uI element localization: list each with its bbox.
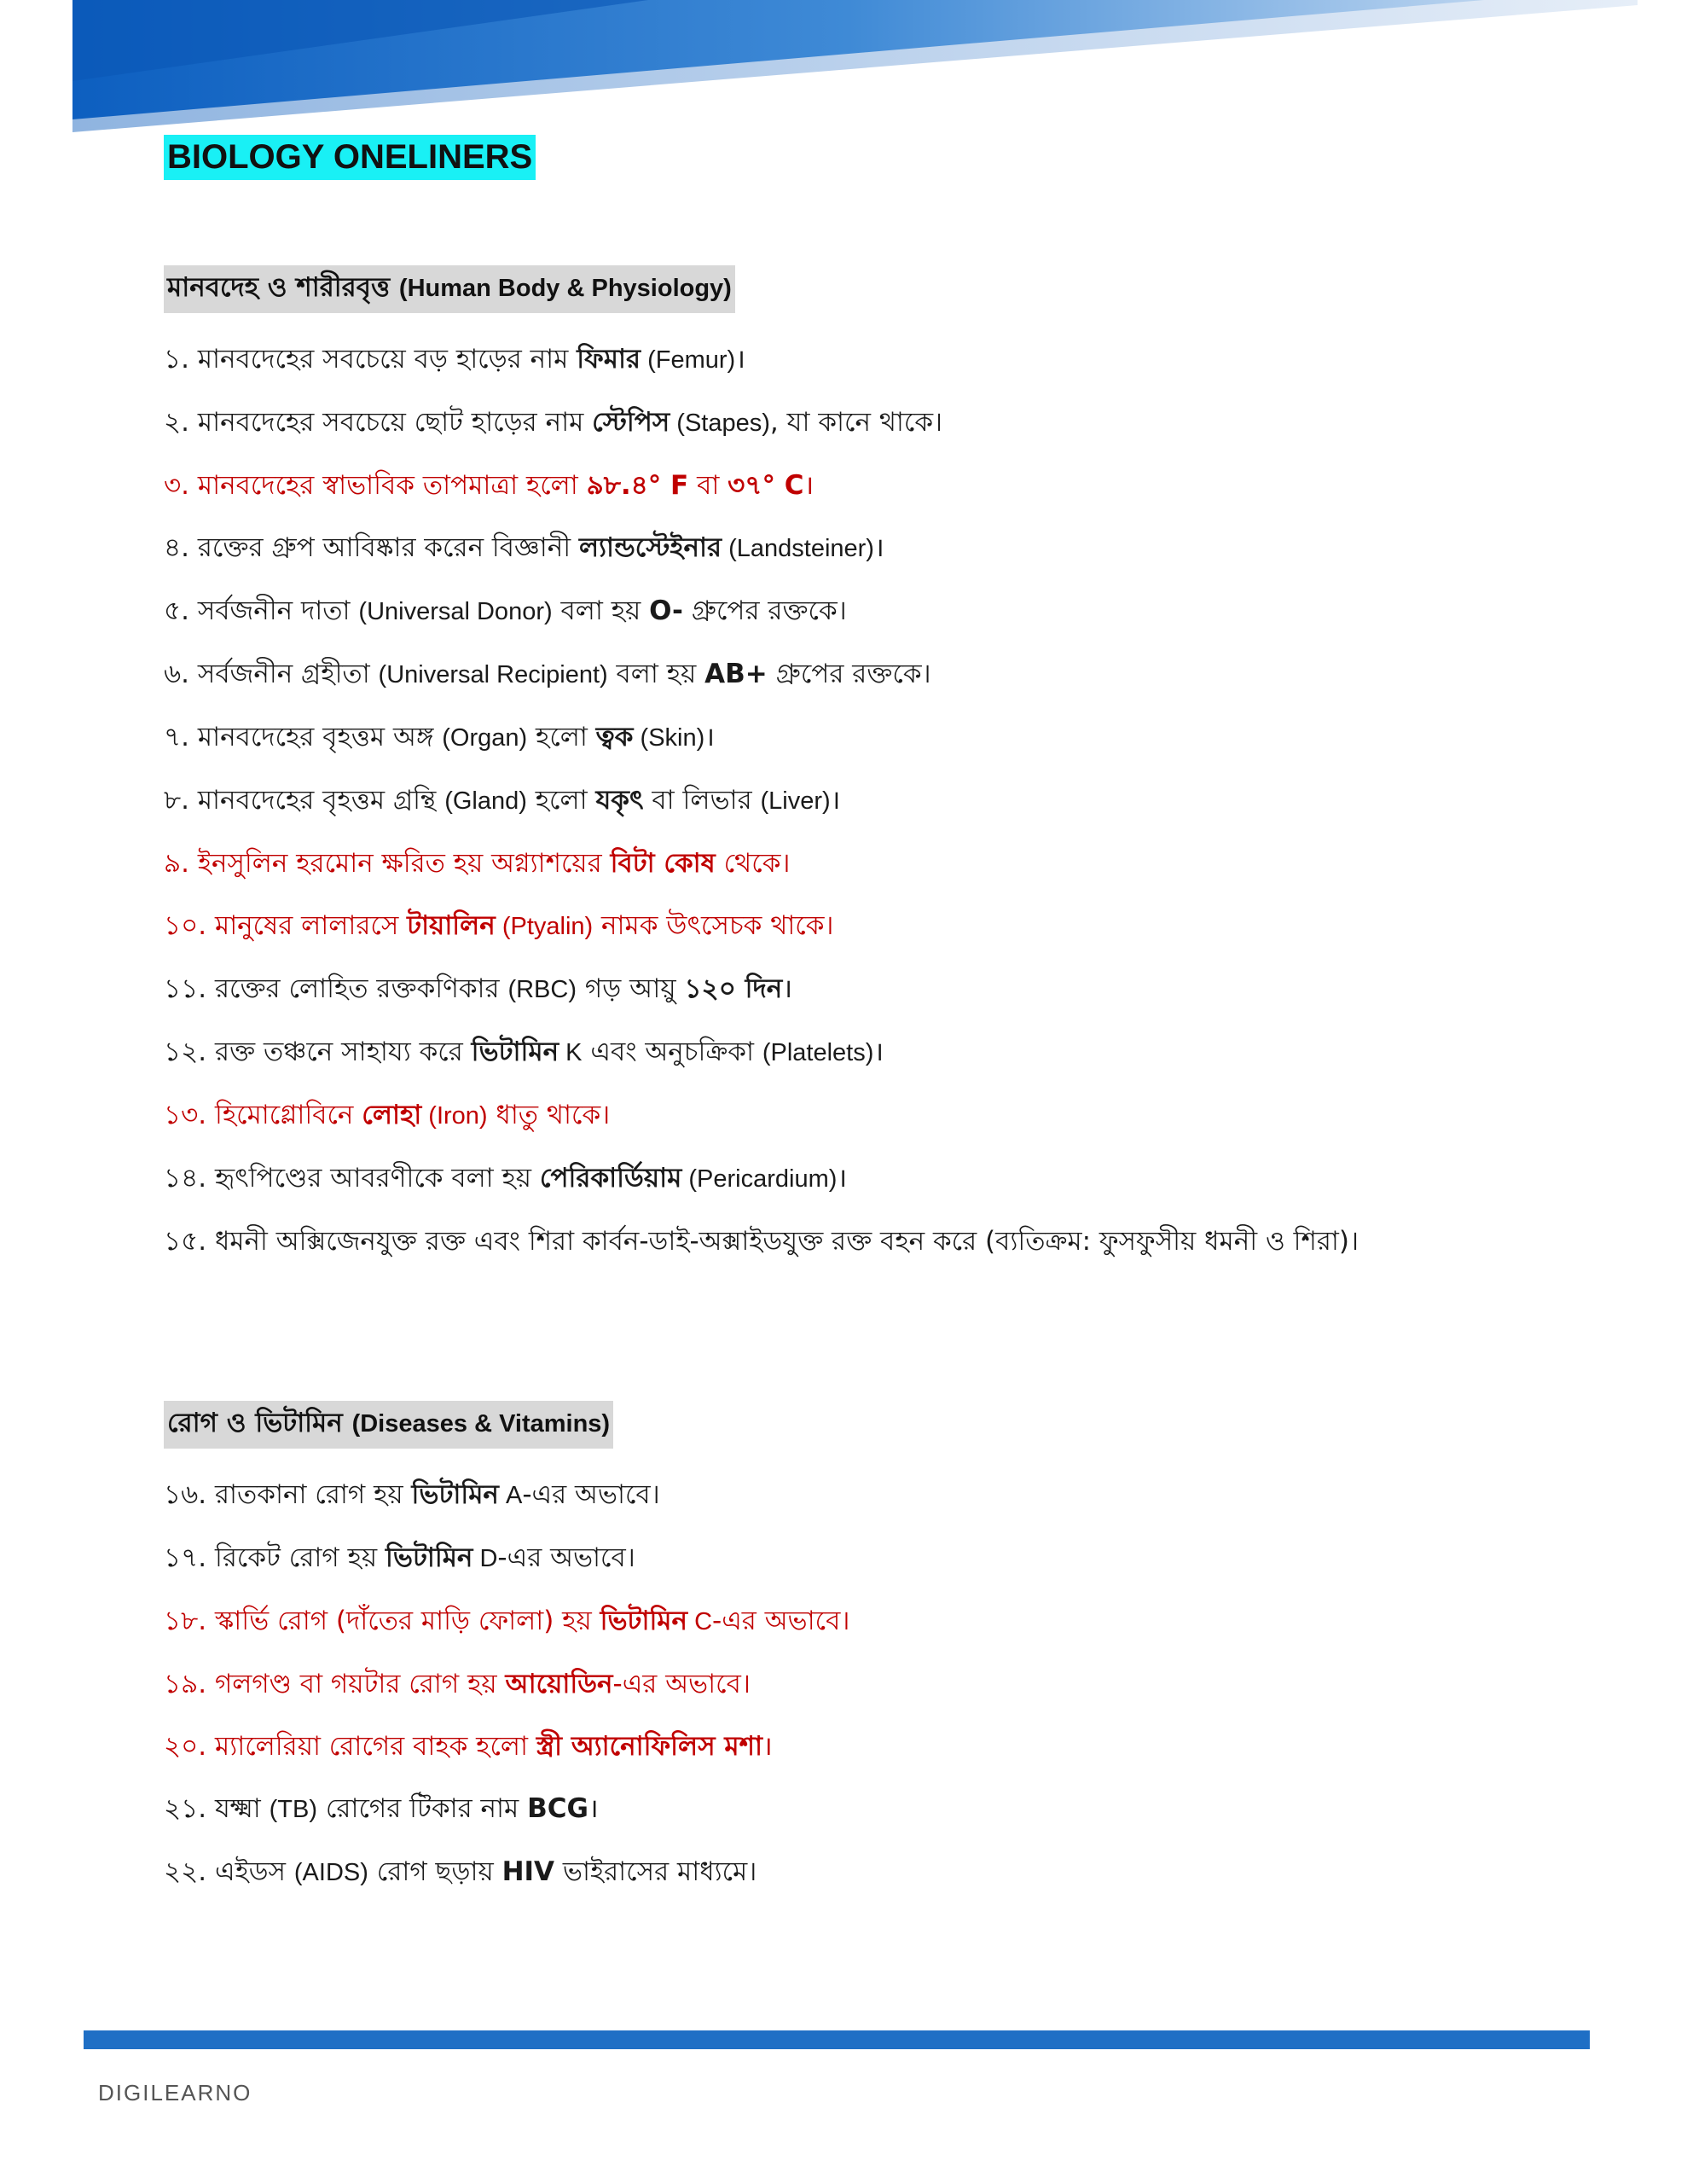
- section-heading: [164, 1401, 613, 1449]
- bold-term: স্ত্রী অ্যানোফিলিস মশা: [536, 1731, 762, 1762]
- text-segment: A: [498, 1482, 523, 1509]
- oneliner-item: [164, 643, 1614, 706]
- text-segment: D: [472, 1545, 498, 1572]
- text-segment: নামক উৎসেচক থাকে।: [593, 910, 834, 941]
- bold-term: পেরিকার্ডিয়াম: [539, 1163, 682, 1194]
- oneliner-item: [164, 895, 1614, 958]
- text-segment: ৬. সর্বজনীন গ্রহীতা: [164, 659, 379, 689]
- bold-term: BCG: [527, 1793, 588, 1824]
- text-segment: গড় আয়ু: [577, 973, 685, 1004]
- oneliner-item: [164, 1778, 1614, 1841]
- bold-term: টায়ালিন: [407, 910, 496, 941]
- bold-term: লোহা: [362, 1100, 422, 1130]
- header-banner: [0, 0, 1687, 136]
- text-segment: গ্রুপের রক্তকে।: [767, 659, 931, 689]
- bold-term: ৯৮.৪° F: [586, 470, 689, 501]
- text-segment: ।: [588, 1793, 599, 1824]
- text-segment: ৯. ইনসুলিন হরমোন ক্ষরিত হয় অগ্ন্যাশয়ের: [164, 848, 611, 879]
- text-segment: হলো: [527, 722, 596, 752]
- text-segment: C: [687, 1608, 713, 1635]
- text-segment: গ্রুপের রক্তকে।: [682, 595, 847, 626]
- bold-term: AB+: [704, 659, 768, 689]
- footer-brand: DIGILEARNO: [98, 2080, 252, 2106]
- oneliner-item: [164, 392, 1614, 455]
- text-segment: -এর অভাবে।: [612, 1669, 751, 1699]
- text-segment: ২০. ম্যালেরিয়া রোগের বাহক হলো: [164, 1731, 536, 1762]
- oneliner-item: [164, 958, 1614, 1021]
- bold-term: যকৃৎ: [595, 785, 644, 816]
- text-segment: (Gland): [444, 787, 527, 815]
- text-segment: (TB): [269, 1796, 317, 1823]
- bold-term: বিটা কোষ: [610, 848, 716, 879]
- document-body: [164, 128, 1614, 1904]
- text-segment: (Ptyalin): [495, 913, 594, 940]
- oneliner-item: [164, 770, 1614, 833]
- section-1: [164, 265, 1614, 1273]
- oneliner-item: [164, 328, 1614, 392]
- text-segment: (Organ): [442, 724, 528, 752]
- text-segment: এবং অনুচক্রিকা: [582, 1037, 762, 1067]
- header-banner-graphic: [0, 0, 1687, 136]
- text-segment: রোগের টিকার নাম: [317, 1793, 528, 1824]
- text-segment: (Universal Donor): [358, 598, 553, 625]
- text-segment: রোগ ছড়ায়: [368, 1856, 502, 1887]
- oneliner-item: [164, 517, 1614, 580]
- bold-term: ১২০ দিন: [684, 973, 783, 1004]
- text-segment: ৭. মানবদেহের বৃহত্তম অঙ্গ: [164, 722, 443, 752]
- text-segment: ।: [704, 722, 716, 752]
- bold-term: ল্যান্ডস্টেইনার: [578, 532, 722, 563]
- text-segment: (AIDS): [293, 1859, 368, 1886]
- bold-term: ভিটামিন: [471, 1037, 559, 1067]
- text-segment: ।: [837, 1163, 848, 1194]
- oneliner-item: [164, 1841, 1614, 1904]
- text-segment: (Pericardium): [681, 1165, 838, 1193]
- section-heading-en: (Human Body & Physiology): [398, 275, 732, 302]
- text-segment: থেকে।: [715, 848, 791, 879]
- text-segment: ১. মানবদেহের সবচেয়ে বড় হাড়ের নাম: [164, 344, 577, 375]
- oneliner-item: [164, 1084, 1614, 1147]
- text-segment: ৫. সর্বজনীন দাতা: [164, 595, 359, 626]
- oneliner-item: [164, 1590, 1614, 1653]
- text-segment: (Femur): [641, 346, 736, 374]
- text-segment: বলা হয়: [552, 595, 650, 626]
- text-segment: বা লিভার: [643, 785, 761, 816]
- text-segment: (Skin): [633, 724, 705, 752]
- bold-term: ভিটামিন: [411, 1479, 499, 1510]
- text-segment: ৪. রক্তের গ্রুপ আবিষ্কার করেন বিজ্ঞানী: [164, 532, 579, 563]
- oneliner-item: [164, 1021, 1614, 1084]
- bold-term: ফিমার: [577, 344, 641, 375]
- text-segment: (RBC): [507, 976, 577, 1003]
- section-heading: [164, 265, 735, 313]
- text-segment: ১৮. স্কার্ভি রোগ (দাঁতের মাড়ি ফোলা) হয়: [164, 1606, 600, 1636]
- text-segment: ২. মানবদেহের সবচেয়ে ছোট হাড়ের নাম: [164, 407, 593, 438]
- oneliner-item: [164, 1464, 1614, 1527]
- text-segment: বা: [688, 470, 728, 501]
- text-segment: ১২. রক্ত তঞ্চনে সাহায্য করে: [164, 1037, 472, 1067]
- text-segment: -এর অভাবে।: [497, 1542, 635, 1573]
- bold-term: আয়োডিন: [505, 1669, 613, 1699]
- text-segment: ।: [735, 344, 745, 375]
- sections-container: [164, 265, 1614, 1904]
- footer-bar: [84, 2030, 1590, 2049]
- oneliner-item: [164, 1147, 1614, 1211]
- text-segment: K: [559, 1039, 583, 1066]
- text-segment: ।: [830, 785, 841, 816]
- bold-term: ৩৭° C: [728, 470, 804, 501]
- oneliner-item: [164, 1653, 1614, 1716]
- text-segment: (Liver): [760, 787, 831, 815]
- text-segment: ।: [873, 532, 884, 563]
- bold-term: HIV: [501, 1856, 555, 1887]
- text-segment: -এর অভাবে।: [522, 1479, 660, 1510]
- text-segment: ।: [803, 470, 815, 501]
- bold-term: ভিটামিন: [385, 1542, 473, 1573]
- oneliner-item: [164, 580, 1614, 643]
- text-segment: ১৯. গলগণ্ড বা গয়টার রোগ হয়: [164, 1669, 506, 1699]
- bold-term: স্টেপিস: [592, 407, 670, 438]
- text-segment: ১৬. রাতকানা রোগ হয়: [164, 1479, 412, 1510]
- text-segment: (Stapes): [670, 410, 770, 437]
- text-segment: ।: [762, 1731, 773, 1762]
- oneliner-item: [164, 455, 1614, 517]
- oneliner-item: [164, 1527, 1614, 1590]
- text-segment: ১৪. হৃৎপিণ্ডের আবরণীকে বলা হয়: [164, 1163, 540, 1194]
- section-heading-en: (Diseases & Vitamins): [351, 1410, 611, 1438]
- text-segment: (Landsteiner): [722, 535, 874, 562]
- text-segment: , যা কানে থাকে।: [769, 407, 943, 438]
- bold-term: ভিটামিন: [600, 1606, 688, 1636]
- bold-term: O-: [649, 595, 683, 626]
- oneliner-item: [164, 706, 1614, 770]
- text-segment: ৮. মানবদেহের বৃহত্তম গ্রন্থি: [164, 785, 445, 816]
- text-segment: (Iron): [421, 1102, 488, 1130]
- text-segment: ৩. মানবদেহের স্বাভাবিক তাপমাত্রা হলো: [164, 470, 587, 501]
- text-segment: ধাতু থাকে।: [487, 1100, 611, 1130]
- text-segment: হলো: [526, 785, 596, 816]
- section-heading-bn: মানবদেহ ও শারীরবৃত্ত: [167, 272, 391, 303]
- text-segment: (Platelets): [762, 1039, 874, 1066]
- text-segment: -এর অভাবে।: [712, 1606, 850, 1636]
- text-segment: ১১. রক্তের লোহিত রক্তকণিকার: [164, 973, 508, 1004]
- text-segment: (Universal Recipient): [378, 661, 608, 688]
- oneliner-item: [164, 833, 1614, 895]
- text-segment: ১৫. ধমনী অক্সিজেনযুক্ত রক্ত এবং শিরা কার্বন-ডাই-অক্সাইডযুক্ত রক্ত বহন করে (ব্যতিক্রম: ফুসফুসীয় ধমনী ও শিরা)।: [164, 1226, 1359, 1257]
- text-segment: ২১. যক্ষ্মা: [164, 1793, 270, 1824]
- section-2: [164, 1401, 1614, 1904]
- text-segment: ১৩. হিমোগ্লোবিনে: [164, 1100, 362, 1130]
- text-segment: ১৭. রিকেট রোগ হয়: [164, 1542, 386, 1573]
- document-title: BIOLOGY ONELINERS: [164, 135, 536, 180]
- text-segment: বলা হয়: [607, 659, 705, 689]
- oneliner-item: [164, 1211, 1614, 1273]
- text-segment: ২২. এইডস: [164, 1856, 294, 1887]
- section-heading-bn: রোগ ও ভিটামিন: [167, 1408, 343, 1438]
- text-segment: ।: [782, 973, 793, 1004]
- bold-term: ত্বক: [595, 722, 634, 752]
- oneliner-item: [164, 1716, 1614, 1778]
- text-segment: ১০. মানুষের লালারসে: [164, 910, 408, 941]
- text-segment: ।: [873, 1037, 884, 1067]
- text-segment: ভাইরাসের মাধ্যমে।: [554, 1856, 757, 1887]
